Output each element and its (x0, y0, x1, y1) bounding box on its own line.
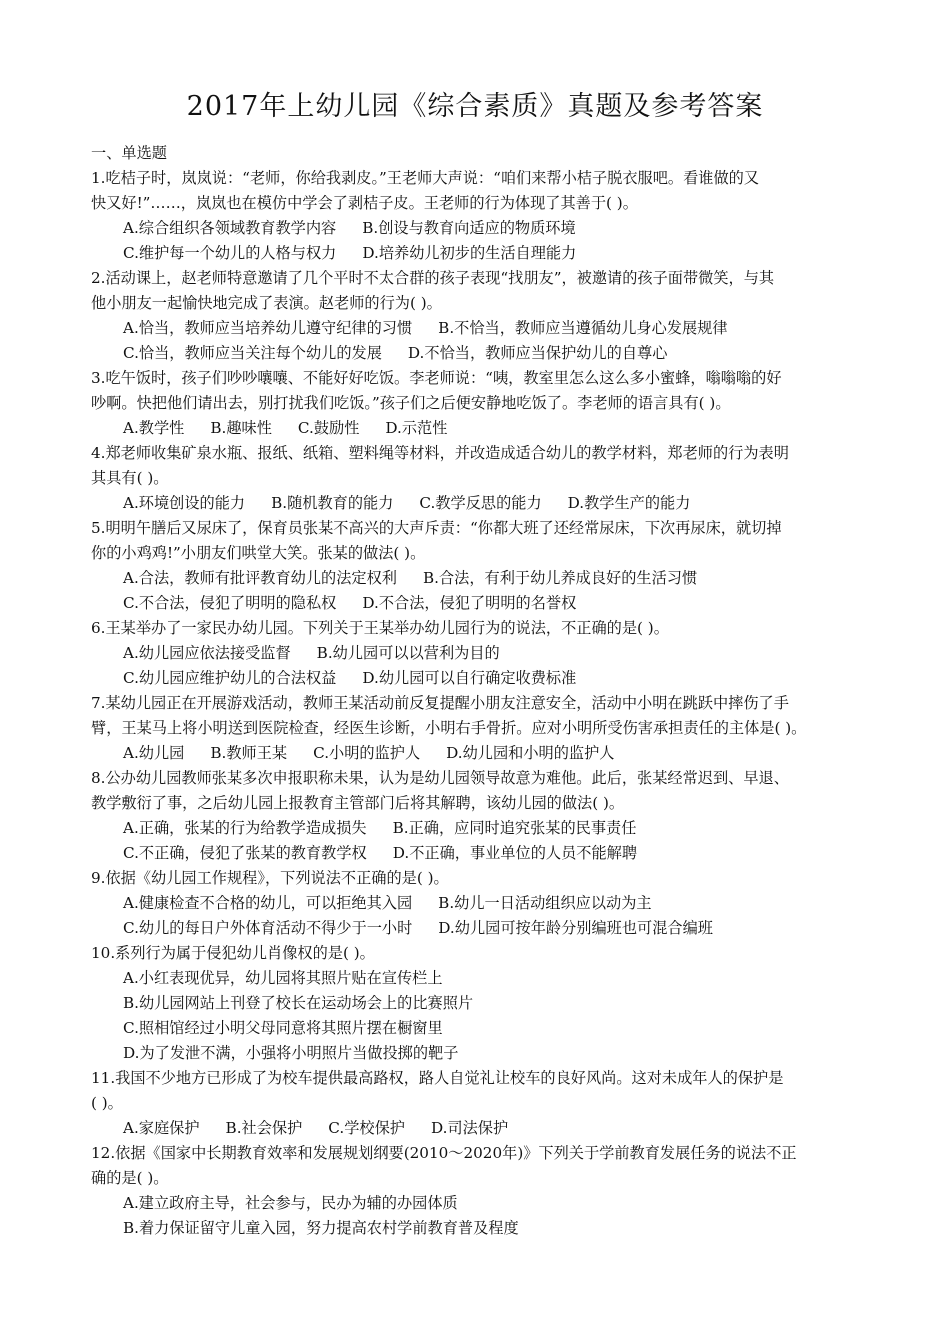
question-9 (91, 866, 866, 941)
question-10 (91, 941, 866, 1066)
question-2 (91, 266, 866, 366)
answer-option: C.维护每一个幼儿的人格与权力 (123, 244, 337, 262)
option-row (91, 991, 866, 1016)
answer-option: A.幼儿园 (123, 744, 185, 762)
option-row (91, 891, 866, 916)
question-text-line: 11.我国不少地方已形成了为校车提供最高路权，路人自觉礼让校车的良好风尚。这对未成年人的保护是 (91, 1069, 784, 1087)
question-12 (91, 1141, 866, 1241)
answer-option: B.创设与教育向适应的物质环境 (362, 219, 576, 237)
option-row (91, 491, 866, 516)
answer-option: C.教学反思的能力 (419, 494, 542, 512)
answer-option: C.小明的监护人 (313, 744, 421, 762)
answer-option: C.照相馆经过小明父母同意将其照片摆在橱窗里 (123, 1019, 443, 1037)
question-3 (91, 366, 866, 441)
answer-option: D.培养幼儿初步的生活自理能力 (362, 244, 577, 262)
answer-option: B.着力保证留守儿童入园，努力提高农村学前教育普及程度 (123, 1219, 519, 1237)
answer-option: D.不恰当，教师应当保护幼儿的自尊心 (407, 344, 668, 362)
option-row (91, 341, 866, 366)
option-row (91, 916, 866, 941)
answer-option: A.正确，张某的行为给教学造成损失 (123, 819, 367, 837)
option-row (91, 316, 866, 341)
question-text-line: 快又好!”……，岚岚也在模仿中学会了剥桔子皮。王老师的行为体现了其善于( )。 (91, 194, 638, 212)
answer-option: B.合法，有利于幼儿养成良好的生活习惯 (422, 569, 698, 587)
question-list (91, 141, 866, 1241)
answer-option: D.幼儿园可以自行确定收费标准 (362, 669, 577, 687)
answer-option: A.环境创设的能力 (123, 494, 246, 512)
answer-option: A.家庭保护 (123, 1119, 200, 1137)
question-8 (91, 766, 866, 866)
answer-option: A.教学性 (123, 419, 185, 437)
answer-option: C.不正确，侵犯了张某的教育教学权 (123, 844, 367, 862)
question-text-line: 确的是( )。 (91, 1169, 169, 1187)
answer-option: D.不正确，事业单位的人员不能解聘 (392, 844, 638, 862)
question-text-line: 12.依据《国家中长期教育效率和发展规划纲要(2010～2020年)》下列关于学前教育发展任务的说法不正 (91, 1144, 797, 1162)
answer-option: B.不恰当，教师应当遵循幼儿身心发展规律 (438, 319, 728, 337)
question-11 (91, 1066, 866, 1141)
option-row (91, 966, 866, 991)
answer-option: B.社会保护 (225, 1119, 303, 1137)
question-text-line: ( )。 (91, 1094, 123, 1112)
answer-option: D.示范性 (385, 419, 448, 437)
question-text-line: 8.公办幼儿园教师张某多次申报职称未果，认为是幼儿园领导故意为难他。此后，张某经常迟到、早退、 (91, 769, 789, 787)
document-title: 2017年上幼儿园《综合素质》真题及参考答案 (186, 91, 764, 122)
question-text-line: 教学敷衍了事，之后幼儿园上报教育主管部门后将其解聘，该幼儿园的做法( )。 (91, 794, 625, 812)
answer-option: C.学校保护 (328, 1119, 405, 1137)
option-row (91, 1116, 866, 1141)
option-row (91, 641, 866, 666)
question-text-line: 10.系列行为属于侵犯幼儿肖像权的是( )。 (91, 944, 375, 962)
option-row (91, 816, 866, 841)
answer-option: B.随机教育的能力 (271, 494, 394, 512)
option-row (91, 1016, 866, 1041)
question-text-line: 6.王某举办了一家民办幼儿园。下列关于王某举办幼儿园行为的说法，不正确的是( )。 (91, 619, 669, 637)
question-text-line: 你的小鸡鸡!”小朋友们哄堂大笑。张某的做法( )。 (91, 544, 426, 562)
question-text-line: 5.明明午膳后又尿床了，保育员张某不高兴的大声斥责：“你都大班了还经常尿床，下次再尿床，就切掉 (91, 519, 782, 537)
option-row (91, 841, 866, 866)
answer-option: B.趣味性 (210, 419, 272, 437)
answer-option: D.为了发泄不满，小强将小明照片当做投掷的靶子 (123, 1044, 459, 1062)
question-4 (91, 441, 866, 516)
answer-option: B.教师王某 (210, 744, 288, 762)
question-text-line: 2.活动课上，赵老师特意邀请了几个平时不太合群的孩子表现“找朋友”，被邀请的孩子面带微笑，与其 (91, 269, 775, 287)
question-text-line: 7.某幼儿园正在开展游戏活动，教师王某活动前反复提醒小朋友注意安全，活动中小明在跳跃中摔伤了手 (91, 694, 789, 712)
question-text-line: 9.依据《幼儿园工作规程》，下列说法不正确的是( )。 (91, 869, 449, 887)
answer-option: A.合法，教师有批评教育幼儿的法定权利 (123, 569, 397, 587)
answer-option: B.幼儿园可以以营利为目的 (316, 644, 500, 662)
answer-option: D.不合法，侵犯了明明的名誉权 (362, 594, 577, 612)
option-row (91, 591, 866, 616)
option-row (91, 741, 866, 766)
option-row (91, 1191, 866, 1216)
option-row (91, 241, 866, 266)
option-row (91, 566, 866, 591)
answer-option: D.司法保护 (430, 1119, 509, 1137)
answer-option: B.幼儿一日活动组织应以动为主 (438, 894, 652, 912)
question-text-line: 其具有( )。 (91, 469, 169, 487)
option-row (91, 416, 866, 441)
question-text-line: 4.郑老师收集矿泉水瓶、报纸、纸箱、塑料绳等材料，并改造成适合幼儿的教学材料，郑老师的行为表明 (91, 444, 789, 462)
answer-option: D.教学生产的能力 (567, 494, 691, 512)
question-7 (91, 691, 866, 766)
answer-option: D.幼儿园和小明的监护人 (446, 744, 615, 762)
answer-option: B.幼儿园网站上刊登了校长在运动场会上的比赛照片 (123, 994, 474, 1012)
answer-option: A.综合组织各领域教育教学内容 (123, 219, 337, 237)
section-heading: 一、单选题 (91, 144, 167, 162)
question-1 (91, 166, 866, 266)
answer-option: A.恰当，教师应当培养幼儿遵守纪律的习惯 (123, 319, 413, 337)
answer-option: D.幼儿园可按年龄分别编班也可混合编班 (438, 919, 713, 937)
question-text-line: 3.吃午饭时，孩子们吵吵嚷嚷、不能好好吃饭。李老师说：“咦，教室里怎么这么多小蜜蜂，嗡嗡嗡的好 (91, 369, 782, 387)
question-text-line: 吵啊。快把他们请出去，别打扰我们吃饭。”孩子们之后便安静地吃饭了。李老师的语言具有( )。 (91, 394, 731, 412)
question-5 (91, 516, 866, 616)
answer-option: A.幼儿园应依法接受监督 (123, 644, 291, 662)
answer-option: C.不合法，侵犯了明明的隐私权 (123, 594, 337, 612)
option-row (91, 666, 866, 691)
option-row (91, 216, 866, 241)
option-row (91, 1041, 866, 1066)
answer-option: A.健康检查不合格的幼儿，可以拒绝其入园 (123, 894, 413, 912)
option-row (91, 1216, 866, 1241)
answer-option: A.建立政府主导，社会参与，民办为辅的办园体质 (123, 1194, 458, 1212)
answer-option: C.恰当，教师应当关注每个幼儿的发展 (123, 344, 382, 362)
question-text-line: 他小朋友一起愉快地完成了表演。赵老师的行为( )。 (91, 294, 442, 312)
question-6 (91, 616, 866, 691)
answer-option: C.鼓励性 (297, 419, 360, 437)
question-text-line: 1.吃桔子时，岚岚说：“老师，你给我剥皮。”王老师大声说：“咱们来帮小桔子脱衣服吧。看谁做的又 (91, 169, 760, 187)
answer-option: C.幼儿园应维护幼儿的合法权益 (123, 669, 337, 687)
answer-option: B.正确，应同时追究张某的民事责任 (392, 819, 637, 837)
question-text-line: 臂，王某马上将小明送到医院检查，经医生诊断，小明右手骨折。应对小明所受伤害承担责任的主体是( )。 (91, 719, 807, 737)
answer-option: A.小红表现优异，幼儿园将其照片贴在宣传栏上 (123, 969, 443, 987)
answer-option: C.幼儿的每日户外体育活动不得少于一小时 (123, 919, 413, 937)
